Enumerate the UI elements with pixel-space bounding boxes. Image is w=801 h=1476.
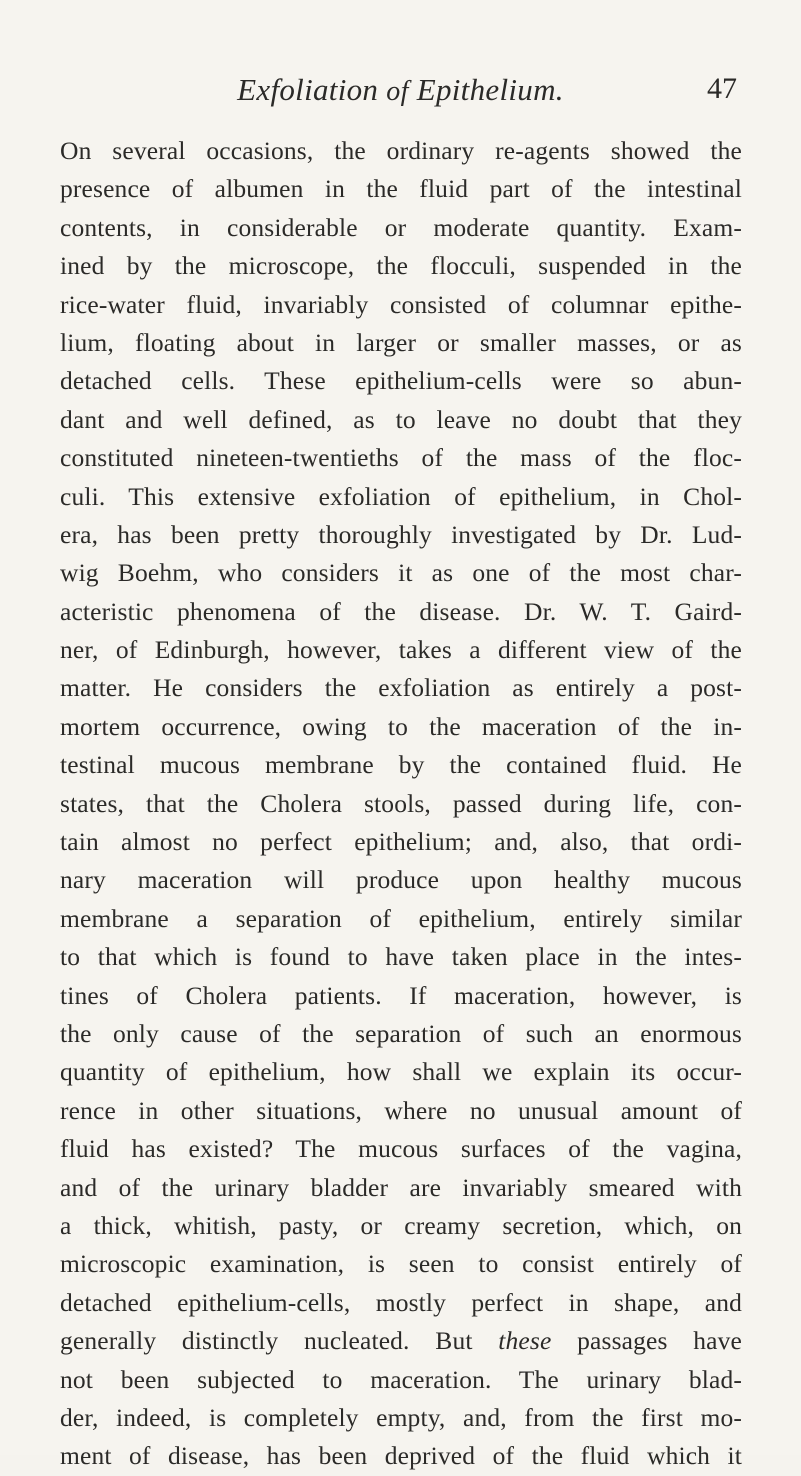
text-line: contents, in considerable or moderate quantity. Exam-: [60, 212, 742, 242]
text-segment: passages have: [577, 1326, 742, 1356]
running-title: [60, 72, 741, 108]
text-line: rence in other situations, where no unusual amount of: [60, 1095, 742, 1125]
text-segment: generally distinctly nucleated. But: [60, 1326, 473, 1356]
text-line: constituted nineteen-twentieths of the mass of the floc-: [60, 443, 742, 473]
text-line: rice-water fluid, invariably consisted of columnar epithe-: [60, 289, 742, 319]
text-line: states, that the Cholera stools, passed during life, con-: [60, 788, 742, 818]
page-number: 47: [707, 72, 737, 105]
text-line: not been subjected to maceration. The urinary blad-: [60, 1364, 742, 1394]
emphasized-word: these: [498, 1326, 552, 1356]
text-line: wig Boehm, who considers it as one of the most char-: [60, 558, 742, 588]
text-line: der, indeed, is completely empty, and, from the first mo-: [60, 1402, 742, 1432]
text-line: nary maceration will produce upon healthy mucous: [60, 865, 742, 895]
text-line: detached cells. These epithelium-cells were so abun-: [60, 366, 742, 396]
text-line: to that which is found to have taken place in the intes-: [60, 942, 742, 972]
text-line: ner, of Edinburgh, however, takes a different view of the: [60, 635, 742, 665]
text-line: dant and well defined, as to leave no doubt that they: [60, 404, 742, 434]
text-line: presence of albumen in the fluid part of the intestinal: [60, 174, 742, 204]
text-line: a thick, whitish, pasty, or creamy secretion, which, on: [60, 1210, 742, 1240]
text-line: quantity of epithelium, how shall we explain its occur-: [60, 1057, 742, 1087]
running-head: [60, 72, 741, 112]
text-line: ment of disease, has been deprived of the fluid which it: [60, 1441, 742, 1471]
text-line: testinal mucous membrane by the contained fluid. He: [60, 750, 742, 780]
text-line: mortem occurrence, owing to the maceration of the in-: [60, 711, 742, 741]
text-line: On several occasions, the ordinary re-agents showed the: [60, 136, 742, 165]
body-paragraph: [60, 132, 742, 1476]
running-title-of: of: [386, 76, 409, 107]
text-line: tines of Cholera patients. If maceration, however, is: [60, 980, 742, 1010]
text-line: and of the urinary bladder are invariably smeared with: [60, 1172, 742, 1202]
text-line: acteristic phenomena of the disease. Dr. W. T. Gaird-: [60, 596, 742, 626]
text-line: tain almost no perfect epithelium; and, also, that ordi-: [60, 827, 742, 857]
text-line: ined by the microscope, the flocculi, suspended in the: [60, 251, 742, 281]
text-line: detached epithelium-cells, mostly perfect in shape, and: [60, 1287, 742, 1317]
text-line: the only cause of the separation of such an enormous: [60, 1018, 742, 1048]
text-line: culi. This extensive exfoliation of epithelium, in Chol-: [60, 481, 742, 511]
text-line: membrane a separation of epithelium, entirely similar: [60, 903, 742, 933]
text-line: matter. He considers the exfoliation as entirely a post-: [60, 673, 742, 703]
text-line: lium, floating about in larger or smaller masses, or as: [60, 327, 742, 357]
running-title-part1: Exfoliation: [237, 72, 379, 107]
text-line: fluid has existed? The mucous surfaces of the vagina,: [60, 1134, 742, 1164]
text-line: microscopic examination, is seen to consist entirely of: [60, 1249, 742, 1279]
running-title-part2: Epithelium.: [416, 72, 564, 107]
text-line-with-emphasis: [60, 1322, 742, 1360]
text-line: era, has been pretty thoroughly investigated by Dr. Lud-: [60, 519, 742, 549]
